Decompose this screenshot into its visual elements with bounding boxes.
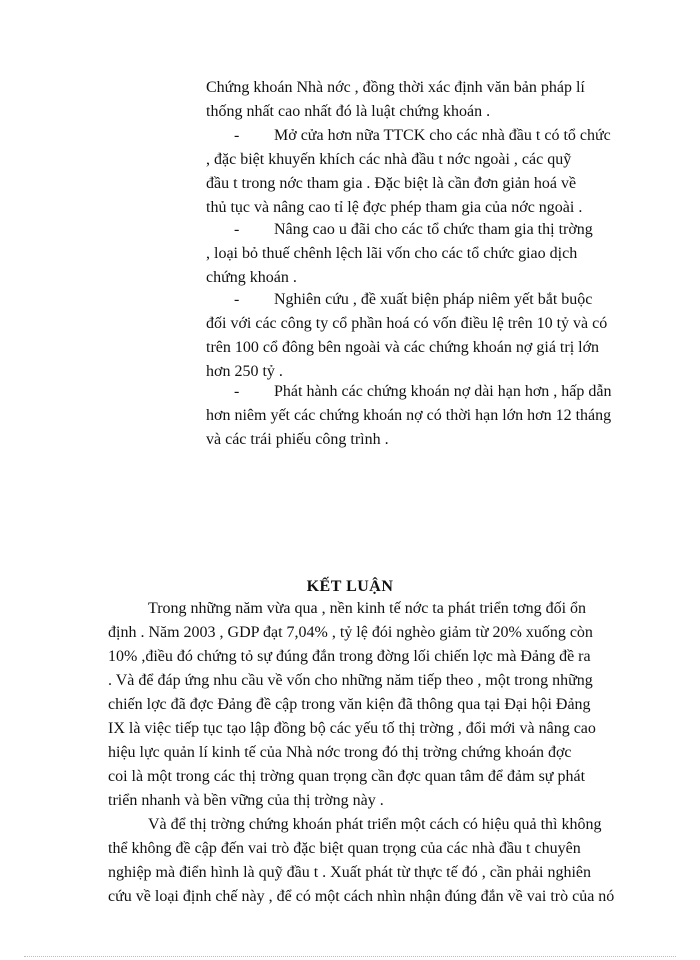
text-line: đối với các công ty cổ phần hoá có vốn điều lệ trên 10 tỷ và có (206, 315, 608, 332)
bullet-dash: - (234, 221, 240, 238)
text-line: , đặc biệt khuyến khích các nhà đầu t nớc ngoài , các quỹ (206, 151, 572, 168)
text-line: nghiệp mà điển hình là quỹ đầu t . Xuất phát từ thực tế đó , cần phải nghiên (108, 864, 592, 881)
text-line: định . Năm 2003 , GDP đạt 7,04% , tỷ lệ đói nghèo giảm từ 20% xuống còn (108, 624, 593, 641)
conclusion-paragraph-2 (108, 813, 634, 909)
bullet-item (206, 218, 638, 290)
text-line: triển nhanh và bền vững của thị trờng này . (108, 792, 384, 809)
text-line: chứng khoán . (206, 269, 297, 286)
conclusion-paragraph-1 (108, 597, 634, 813)
text-line: trên 100 cổ đông bên ngoài và các chứng khoán nợ giá trị lớn (206, 339, 600, 356)
bullet-dash: - (234, 383, 240, 400)
bullet-item (206, 124, 638, 220)
text-line: và các trái phiếu công trình . (206, 431, 389, 448)
text-line: Và để thị trờng chứng khoán phát triển một cách có hiệu quả thì không (148, 816, 602, 833)
text-line: Nâng cao u đãi cho các tổ chức tham gia thị trờng - (206, 218, 638, 242)
text-line: IX là việc tiếp tục tạo lập đồng bộ các yếu tố thị trờng , đổi mới và nâng cao (108, 720, 596, 737)
text-line: thống nhất cao nhất đó là luật chứng khoán . (206, 103, 491, 120)
text-line: Mở cửa hơn nữa TTCK cho các nhà đầu t có tổ chức - (206, 124, 638, 148)
bullet-item (206, 288, 638, 384)
text-line: coi là một trong các thị trờng quan trọng cần đợc quan tâm để đảm sự phát (108, 768, 586, 785)
bullet-item (206, 380, 638, 452)
continuation-paragraph (206, 76, 638, 124)
text-line: Trong những năm vừa qua , nền kinh tế nớc ta phát triển tơng đối ổn (148, 600, 587, 617)
text-line: hơn niêm yết các chứng khoán nợ có thời hạn lớn hơn 12 tháng (206, 407, 612, 424)
text-line: cứu về loại định chế này , để có một cách nhìn nhận đúng đắn về vai trò của nó (108, 888, 615, 905)
text-line: hiệu lực quản lí kinh tế của Nhà nớc trong đó thị trờng chứng khoán đợc (108, 744, 572, 761)
text-line: thể không đề cập đến vai trò đặc biệt quan trọng của các nhà đầu t chuyên (108, 840, 581, 857)
text-line: Phát hành các chứng khoán nợ dài hạn hơn , hấp dẫn - (206, 380, 638, 404)
text-line: 10% ,điều đó chứng tỏ sự đúng đắn trong đờng lối chiến lợc mà Đảng đề ra (108, 648, 591, 665)
text-line: chiến lợc đã đợc Đảng đề cập trong văn kiện đã thông qua tại Đại hội Đảng (108, 696, 591, 713)
bullet-dash: - (234, 291, 240, 308)
text-line: thủ tục và nâng cao tỉ lệ đợc phép tham gia của nớc ngoài . (206, 199, 583, 216)
text-line: Nghiên cứu , đề xuất biện pháp niêm yết bắt buộc - (206, 288, 638, 312)
bullet-dash: - (234, 127, 240, 144)
text-line: Chứng khoán Nhà nớc , đồng thời xác định văn bản pháp lí (206, 79, 585, 96)
text-line: , loại bỏ thuế chênh lệch lãi vốn cho các tổ chức giao dịch (206, 245, 578, 262)
page-bottom-border (24, 956, 676, 957)
text-line: đầu t trong nớc tham gia . Đặc biệt là cần đơn giản hoá về (206, 175, 577, 192)
section-heading: KẾT LUẬN (306, 578, 394, 595)
text-line: hơn 250 tỷ . (206, 363, 283, 380)
text-line: . Và để đáp ứng nhu cầu về vốn cho những năm tiếp theo , một trong những (108, 672, 593, 689)
